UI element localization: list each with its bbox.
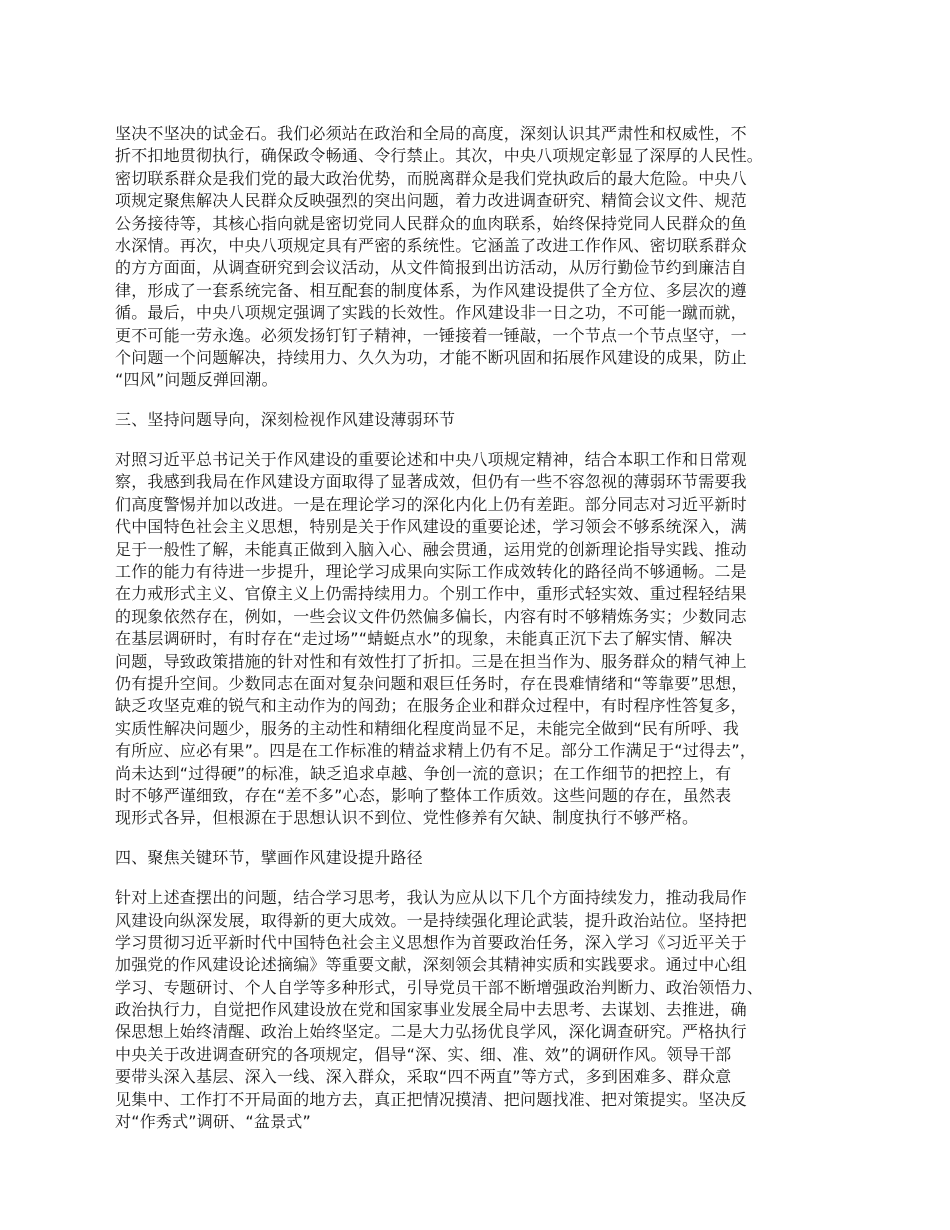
text-line: 更不可能一劳永逸。必须发扬钉钉子精神，一锤接着一锤敲，一个节点一个节点坚守，一 <box>115 325 747 345</box>
text-line: 折不扣地贯彻执行，确保政令畅通、令行禁止。其次，中央八项规定彰显了深厚的人民性。 <box>115 146 764 166</box>
text-line: 个问题一个问题解决，持续用力、久久为功，才能不断巩固和拓展作风建设的成果，防止 <box>115 347 747 367</box>
text-line: 律，形成了一套系统完备、相互配套的制度体系，为作风建设提供了全方位、多层次的遵 <box>115 280 747 300</box>
text-line: 保思想上始终清醒、政治上始终坚定。二是大力弘扬优良学风，深化调查研究。严格执行 <box>115 1022 747 1042</box>
section-heading-4: 四、聚焦关键环节，擘画作风建设提升路径 <box>115 847 423 867</box>
text-line: 政治执行力，自觉把作风建设放在党和国家事业发展全局中去思考、去谋划、去推进，确 <box>115 1000 747 1020</box>
paragraph-2 <box>115 449 855 830</box>
text-line: 缺乏攻坚克难的锐气和主动作为的闯劲；在服务企业和群众过程中，有时程序性答复多， <box>115 696 747 716</box>
document-page <box>115 123 855 1133</box>
text-line: 对“作秀式”调研、“盆景式” <box>115 1112 311 1132</box>
text-line: 学习、专题研讨、个人自学等多种形式，引导党员干部不断增强政治判断力、政治领悟力、 <box>115 977 764 997</box>
text-line: 在力戒形式主义、官僚主义上仍需持续用力。个别工作中，重形式轻实效、重过程轻结果 <box>115 584 747 604</box>
text-line: 尚未达到“过得硬”的标准，缺乏追求卓越、争创一流的意识；在工作细节的把控上，有 <box>115 763 732 783</box>
text-line: 密切联系群众是我们党的最大政治优势，而脱离群众是我们党执政后的最大危险。中央八 <box>115 168 747 188</box>
text-line: 公务接待等，其核心指向就是密切党同人民群众的血肉联系，始终保持党同人民群众的鱼 <box>115 213 747 233</box>
text-line: 针对上述查摆出的问题，结合学习思考，我认为应从以下几个方面持续发力，推动我局作 <box>115 888 747 908</box>
text-line: 代中国特色社会主义思想，特别是关于作风建设的重要论述，学习领会不够系统深入，满 <box>115 517 747 537</box>
text-line: 时不够严谨细致，存在“差不多”心态，影响了整体工作质效。这些问题的存在，虽然表 <box>115 785 732 805</box>
text-line: 风建设向纵深发展，取得新的更大成效。一是持续强化理论武装，提升政治站位。坚持把 <box>115 910 747 930</box>
text-line: 现形式各异，但根源在于思想认识不到位、党性修养有欠缺、制度执行不够严格。 <box>115 808 699 828</box>
text-line: 察，我感到我局在作风建设方面取得了显著成效，但仍有一些不容忽视的薄弱环节需要我 <box>115 472 747 492</box>
text-line: 循。最后，中央八项规定强调了实践的长效性。作风建设非一日之功，不可能一蹴而就， <box>115 303 747 323</box>
text-line: 见集中、工作打不开局面的地方去，真正把情况摸清、把问题找准、把对策提实。坚决反 <box>115 1089 747 1109</box>
text-line: 中央关于改进调查研究的各项规定，倡导“深、实、细、准、效”的调研作风。领导干部 <box>115 1044 732 1064</box>
text-line: 项规定聚焦解决人民群众反映强烈的突出问题，着力改进调查研究、精简会议文件、规范 <box>115 191 747 211</box>
section-heading-3: 三、坚持问题导向，深刻检视作风建设薄弱环节 <box>115 409 456 429</box>
paragraph-3 <box>115 887 855 1133</box>
text-line: 对照习近平总书记关于作风建设的重要论述和中央八项规定精神，结合本职工作和日常观 <box>115 450 747 470</box>
text-line: 的方方面面，从调查研究到会议活动，从文件简报到出访活动，从厉行勤俭节约到廉洁自 <box>115 258 747 278</box>
text-line: 水深情。再次，中央八项规定具有严密的系统性。它涵盖了改进工作作风、密切联系群众 <box>115 235 747 255</box>
text-line: 们高度警惕并加以改进。一是在理论学习的深化内化上仍有差距。部分同志对习近平新时 <box>115 494 747 514</box>
text-line: 有所应、应必有果”。四是在工作标准的精益求精上仍有不足。部分工作满足于“过得去”， <box>115 741 757 761</box>
text-line: 工作的能力有待进一步提升，理论学习成果向实际工作成效转化的路径尚不够通畅。二是 <box>115 562 747 582</box>
text-line: 的现象依然存在，例如，一些会议文件仍然偏多偏长，内容有时不够精炼务实；少数同志 <box>115 606 747 626</box>
text-line: 加强党的作风建设论述摘编》等重要文献，深刻领会其精神实质和实践要求。通过中心组 <box>115 955 747 975</box>
text-line: 足于一般性了解，未能真正做到入脑入心、融会贯通，运用党的创新理论指导实践、推动 <box>115 539 747 559</box>
text-line: 要带头深入基层、深入一线、深入群众，采取“四不两直”等方式，多到困难多、群众意 <box>115 1067 732 1087</box>
text-line: 实质性解决问题少，服务的主动性和精细化程度尚显不足，未能完全做到“民有所呼、我 <box>115 718 740 738</box>
text-line: 学习贯彻习近平新时代中国特色社会主义思想作为首要政治任务，深入学习《习近平关于 <box>115 932 747 952</box>
text-line: 问题，导致政策措施的针对性和有效性打了折扣。三是在担当作为、服务群众的精气神上 <box>115 651 747 671</box>
text-line: 仍有提升空间。少数同志在面对复杂问题和艰巨任务时，存在畏难情绪和“等靠要”思想， <box>115 673 748 693</box>
text-line: 在基层调研时，有时存在“走过场”“蜻蜓点水”的现象，未能真正沉下去了解实情、解决 <box>115 629 733 649</box>
text-line: “四风”问题反弹回潮。 <box>115 370 278 390</box>
text-line: 坚决不坚决的试金石。我们必须站在政治和全局的高度，深刻认识其严肃性和权威性，不 <box>115 124 747 143</box>
paragraph-1 <box>115 123 855 392</box>
